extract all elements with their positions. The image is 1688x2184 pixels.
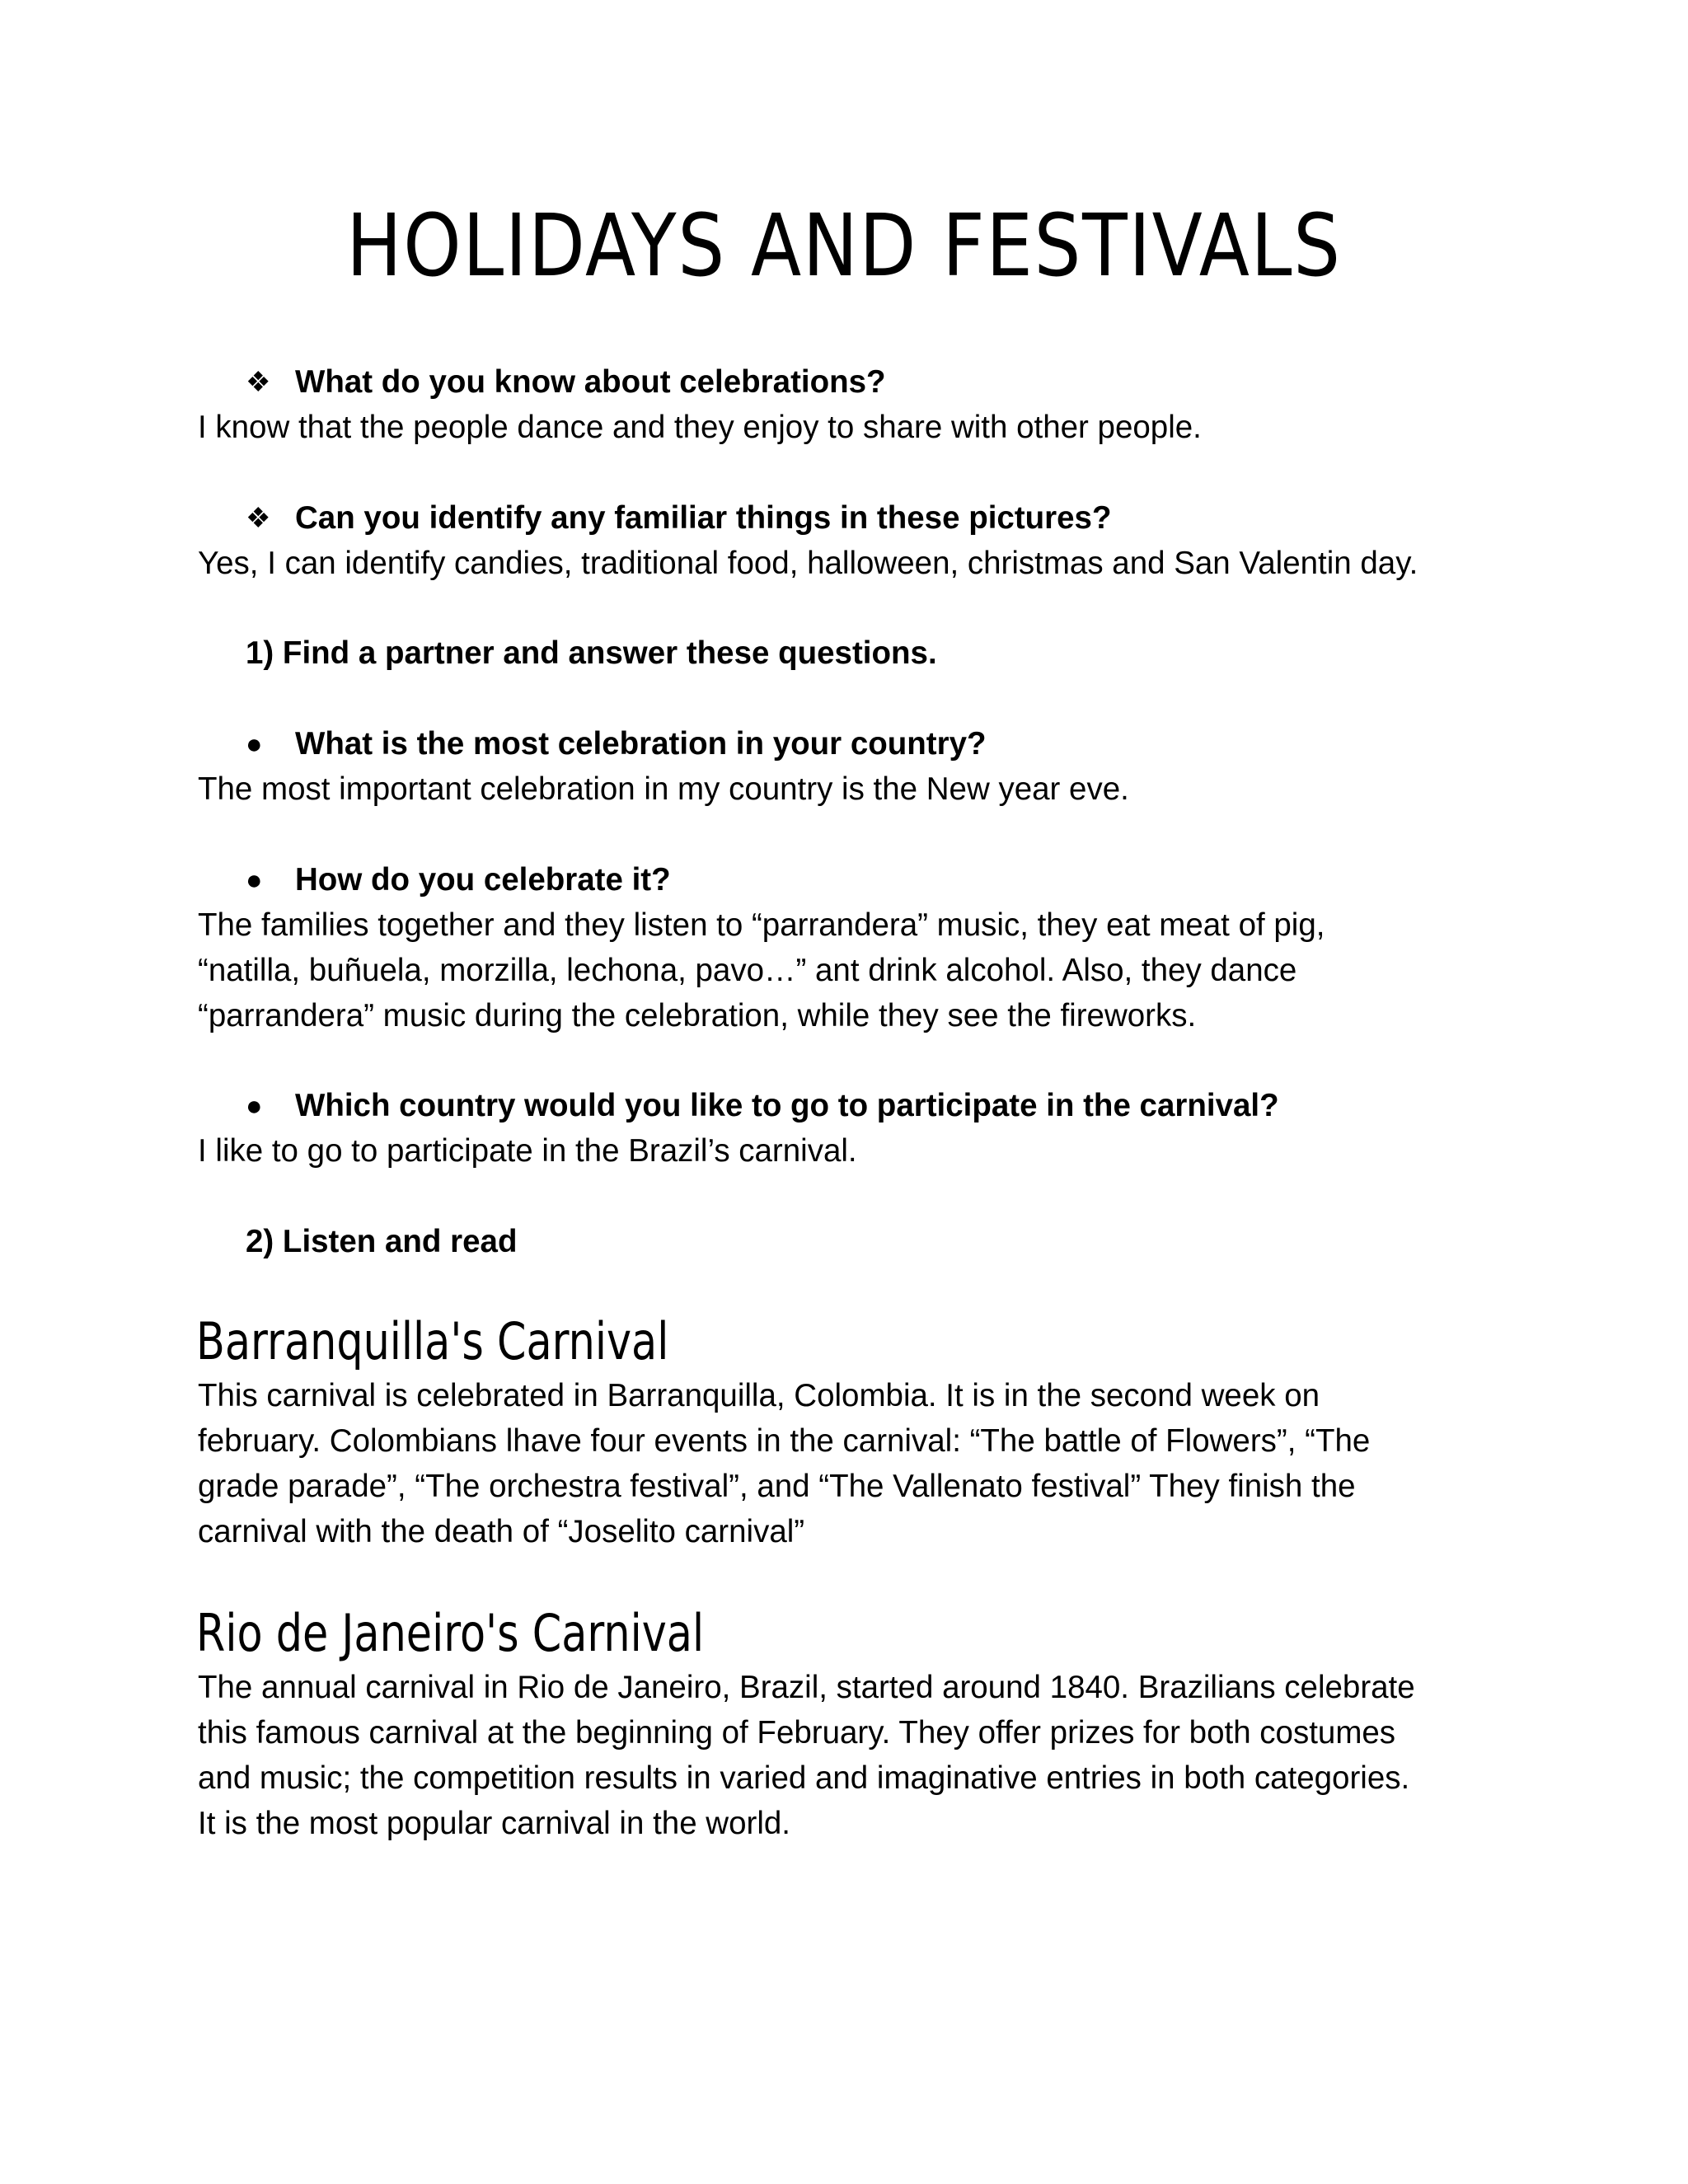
page-title: HOLIDAYS AND FESTIVALS: [346, 195, 1342, 296]
diamond-bullet-icon: ❖: [246, 367, 271, 398]
question-how-celebrate: How do you celebrate it?: [295, 862, 671, 898]
task-2-label: 2) Listen and read: [246, 1224, 518, 1259]
question-familiar-things: Can you identify any familiar things in these pictures?: [295, 500, 1112, 536]
diamond-bullet-icon: ❖: [246, 503, 271, 534]
answer-which-country: I like to go to participate in the Brazil’s carnival.: [198, 1133, 857, 1169]
paragraph-rio-line-2: this famous carnival at the beginning of February. They offer prizes for both costumes: [198, 1715, 1396, 1750]
answer-how-celebrate-line-2: “natilla, buñuela, morzilla, lechona, pavo…” ant drink alcohol. Also, they dance: [198, 953, 1297, 988]
answer-how-celebrate-line-3: “parrandera” music during the celebration, while they see the fireworks.: [198, 998, 1197, 1033]
answer-most-celebration: The most important celebration in my country is the New year eve.: [198, 771, 1129, 807]
paragraph-barranquilla-line-1: This carnival is celebrated in Barranquilla, Colombia. It is in the second week on: [198, 1378, 1320, 1413]
dot-bullet-icon: ●: [246, 865, 263, 896]
answer-familiar-things: Yes, I can identify candies, traditional food, halloween, christmas and San Valentin day.: [198, 546, 1418, 581]
answer-how-celebrate-line-1: The families together and they listen to “parrandera” music, they eat meat of pig,: [198, 907, 1325, 943]
dot-bullet-icon: ●: [246, 729, 263, 760]
question-which-country: Which country would you like to go to participate in the carnival?: [295, 1088, 1279, 1123]
section-heading-rio: Rio de Janeiro's Carnival: [196, 1603, 705, 1663]
answer-celebrations: I know that the people dance and they enjoy to share with other people.: [198, 410, 1202, 445]
question-most-celebration: What is the most celebration in your country?: [295, 726, 987, 762]
paragraph-barranquilla-line-3: grade parade”, “The orchestra festival”, and “The Vallenato festival” They finish the: [198, 1469, 1356, 1504]
question-celebrations: What do you know about celebrations?: [295, 364, 886, 400]
task-1-label: 1) Find a partner and answer these questions.: [246, 635, 937, 671]
paragraph-barranquilla-line-2: february. Colombians lhave four events in the carnival: “The battle of Flowers”, “The: [198, 1423, 1371, 1459]
paragraph-barranquilla-line-4: carnival with the death of “Joselito carnival”: [198, 1514, 805, 1549]
paragraph-rio-line-3: and music; the competition results in varied and imaginative entries in both categories.: [198, 1760, 1410, 1796]
section-heading-barranquilla: Barranquilla's Carnival: [196, 1311, 669, 1371]
paragraph-rio-line-4: It is the most popular carnival in the world.: [198, 1806, 790, 1841]
dot-bullet-icon: ●: [246, 1090, 263, 1122]
paragraph-rio-line-1: The annual carnival in Rio de Janeiro, Brazil, started around 1840. Brazilians celebrate: [198, 1670, 1415, 1705]
